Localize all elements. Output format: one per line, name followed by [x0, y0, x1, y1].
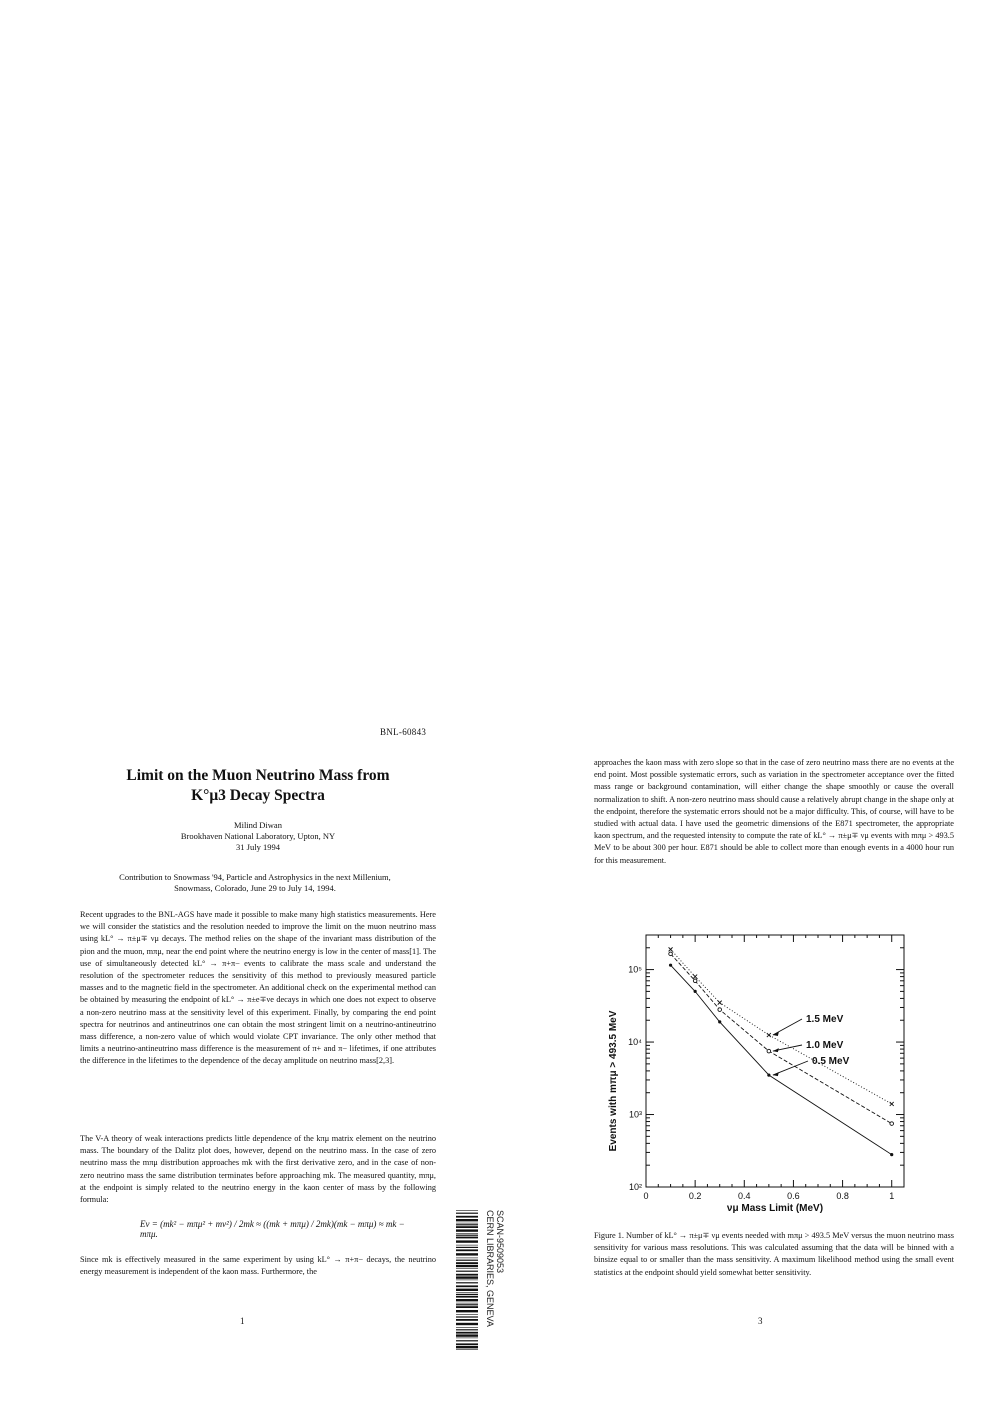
barcode-bar [456, 1268, 478, 1269]
affiliation: Brookhaven National Laboratory, Upton, NY [180, 831, 336, 841]
barcode-bar [456, 1260, 478, 1261]
data-point [890, 1102, 894, 1106]
barcode-bar [456, 1327, 478, 1328]
data-point [669, 952, 673, 956]
barcode-bar [456, 1323, 478, 1325]
stamp-line-1: CERN LIBRARIES, GENEVA [485, 1210, 495, 1327]
barcode-bar [456, 1262, 478, 1264]
barcode-bar [456, 1210, 478, 1211]
barcode-bar [456, 1240, 478, 1242]
paper-title [100, 766, 416, 806]
barcode-bar [456, 1289, 478, 1291]
page-number-right: 3 [758, 1316, 763, 1326]
body-paragraph-3: Since mk is effectively measured in the same experiment by using kL° → π+π− decays, the neutrino energy measurement is independent of the kaon mass. Furthermore, the [80, 1255, 436, 1277]
contribution-note [90, 872, 420, 894]
figure-caption: Figure 1. Number of kL° → π±μ∓ νμ events needed with mπμ > 493.5 MeV versus the muon neutrino mass sensitivity for various mass resolutions. This was calculated assuming that the data will be binned with a binsize equal to or smaller than the mass sensitivity. A maximum likelihood method using the small event statistics at the endpoint should yield somewhat better sensitivity. [594, 1231, 954, 1277]
contribution-line-2: Snowmass, Colorado, June 29 to July 14, 1994. [174, 883, 336, 893]
title-line-1: Limit on the Muon Neutrino Mass from [126, 767, 390, 784]
barcode-bar [456, 1271, 478, 1272]
series-line [671, 954, 892, 1124]
series-label: 0.5 MeV [812, 1056, 850, 1067]
barcode-bar [456, 1310, 478, 1312]
series-layer [669, 947, 894, 1156]
barcode-bar [456, 1349, 478, 1350]
barcode-bar [456, 1334, 478, 1336]
barcode-bar [456, 1332, 478, 1334]
barcode-bar [456, 1249, 478, 1251]
label-leader-line [773, 1019, 802, 1035]
contribution-line-1: Contribution to Snowmass '94, Particle and Astrophysics in the next Millenium, [119, 872, 391, 882]
page-number-left: 1 [240, 1316, 245, 1326]
author-name: Milind Diwan [234, 820, 282, 830]
barcode-bar [456, 1265, 478, 1267]
barcode-bar [456, 1319, 478, 1321]
barcode-bar [456, 1340, 478, 1341]
barcode-bar [456, 1282, 478, 1283]
label-arrowhead [773, 1048, 779, 1052]
data-point [718, 1001, 722, 1005]
plot-frame [646, 935, 904, 1187]
barcode-bar [456, 1304, 478, 1305]
barcode-bar [456, 1285, 478, 1287]
title-line-2: K°μ3 Decay Spectra [191, 787, 325, 804]
body-paragraph-2: The V-A theory of weak interactions predicts little dependence of the kπμ matrix element on the neutrino mass. The boundary of the Dalitz plot does, however, depend on the neutrino mass. In the case of zero neutrino mass the mπμ distribution approaches mk with the first derivative zero, and in the case of non-zero neutrino mass the same distribution terminates before approaching mk. The measured quantity, mπμ, at the endpoint is simply related to the neutrino energy in the kaon center of mass by the following formula: [80, 1134, 436, 1205]
series-label: 1.5 MeV [806, 1014, 844, 1025]
barcode-bar [456, 1303, 478, 1304]
stamp-line-2: SCAN-9509053 [495, 1210, 505, 1274]
series-line [671, 949, 892, 1104]
report-number: BNL-60843 [380, 727, 427, 737]
barcode-bar [456, 1258, 478, 1259]
data-point [693, 975, 697, 979]
y-tick-label: 10⁵ [628, 964, 642, 975]
library-stamp [445, 1208, 505, 1353]
barcode-bar [456, 1223, 478, 1224]
series-label: 1.0 MeV [806, 1040, 844, 1051]
barcode-bar [456, 1276, 478, 1278]
barcode-bar [456, 1338, 478, 1339]
barcode-bar [456, 1216, 478, 1218]
right-body-paragraph: approaches the kaon mass with zero slope so that in the case of zero neutrino mass there are no events at the end point. Most possible systematic errors, such as variation in the spectrometer acceptance over the fitted mass range or background contamination, will either change the shape smoothly or cause the overall normalization to shift. A non-zero neutrino mass should cause a relatively abrupt change in the shape only at the endpoint, therefore the systematic errors should not be a major difficulty. This, of course, will have to be studied with actual data. I have used the geometric dimensions of the E871 spectrometer, the appropriate kaon spectrum, and the requested intensity to compute the rate of kL° → π±μ∓ νμ events with mπμ > 493.5 MeV to be about 300 per hour. E871 should be able to collect more than enough events in a 4000 hour run for this measurement. [594, 758, 954, 865]
barcode-bar [456, 1316, 478, 1317]
body-paragraph-1: Recent upgrades to the BNL-AGS have made it possible to make many high statistics measurements. Here we will consider the statistics and the resolution needed to improve the limit on the muon neutrino mass using kL° → π±μ∓ νμ decays. The method relies on the shape of the invariant mass distribution of the pion and the muon, mπμ, near the end point where the neutrino energy is low in the center of mass[1]. The use of simultaneously detected kL° → π+π− events to calibrate the mass scale and understand the resolution of the spectrometer reduces the sensitivity of this method to previously measured particle masses and to the magnetic field in the spectrometer. An additional check on the experimental method can be obtained by measuring the endpoint of kL° → π±e∓νe decays in which one does not expect to observe a non-zero neutrino mass at the sensitivity level of this experiment. Finally, by comparing the end point spectra for neutrinos and antineutrinos one can obtain the most stringent limit on a neutrino-antineutrino mass difference, a non-zero value of which would violate CPT invariance. The only other method that limits a neutrino-antineutrino mass difference is the measurement of π+ and π− lifetimes, if one attributes the difference in the lifetimes to the dependence of the decay amplitude on neutrino mass[2,3]. [80, 910, 436, 1066]
barcode-bar [456, 1247, 478, 1248]
barcode-bar [456, 1274, 478, 1276]
x-axis-label: νμ Mass Limit (MeV) [726, 1203, 824, 1214]
barcode-bar [456, 1233, 478, 1234]
label-arrowhead [773, 1072, 779, 1076]
y-tick-label: 10³ [628, 1109, 642, 1120]
y-axis-label: Events with mπμ > 493.5 MeV [608, 1010, 619, 1152]
barcode-bar [456, 1343, 478, 1345]
barcode-bar [456, 1329, 478, 1330]
x-tick-label: 0.2 [688, 1191, 702, 1201]
barcode-bar [456, 1306, 478, 1308]
plot-border [646, 935, 904, 1187]
data-point [718, 1008, 722, 1012]
barcode-bar [456, 1253, 478, 1255]
barcode-bar [456, 1314, 478, 1315]
barcode-bar [456, 1294, 478, 1295]
barcode-bar [456, 1299, 478, 1301]
axis-ticks [628, 935, 904, 1201]
figure-1-chart [594, 925, 934, 1225]
author-block [110, 820, 406, 853]
x-tick-label: 1 [889, 1191, 895, 1201]
barcode-bar [456, 1237, 478, 1239]
data-point [669, 964, 672, 967]
y-tick-label: 10² [628, 1182, 642, 1192]
x-tick-label: 0.4 [738, 1191, 751, 1201]
data-point [693, 979, 697, 983]
barcode-bar [456, 1245, 478, 1246]
x-tick-label: 0.8 [836, 1191, 849, 1201]
data-point [890, 1153, 893, 1156]
data-point [767, 1033, 771, 1037]
barcode-bar [456, 1280, 478, 1281]
barcode-bar [456, 1224, 478, 1225]
data-point [767, 1049, 771, 1053]
date: 31 July 1994 [236, 842, 280, 852]
x-tick-label: 0.6 [787, 1191, 800, 1201]
series-line [671, 965, 892, 1154]
data-point [890, 1122, 894, 1126]
barcode [455, 1208, 479, 1353]
barcode-bar [456, 1235, 478, 1236]
neutrino-energy-equation: Eν = (mk² − mπμ² + mν²) / 2mk ≈ ((mk + mπμ) / 2mk)(mk − mπμ) ≈ mk − mπμ. [140, 1219, 405, 1239]
data-point [767, 1073, 770, 1076]
series-labels [773, 1014, 850, 1076]
y-tick-label: 10⁴ [628, 1037, 642, 1048]
barcode-bar [456, 1292, 478, 1293]
barcode-bar [456, 1296, 478, 1298]
barcode-bar [456, 1226, 478, 1228]
barcode-bar [456, 1229, 478, 1231]
barcode-bar [456, 1213, 478, 1214]
barcode-bar [456, 1346, 478, 1348]
barcode-bar [456, 1219, 478, 1221]
x-tick-label: 0 [643, 1191, 649, 1201]
data-point [669, 947, 673, 951]
data-point [694, 990, 697, 993]
data-point [718, 1020, 721, 1023]
